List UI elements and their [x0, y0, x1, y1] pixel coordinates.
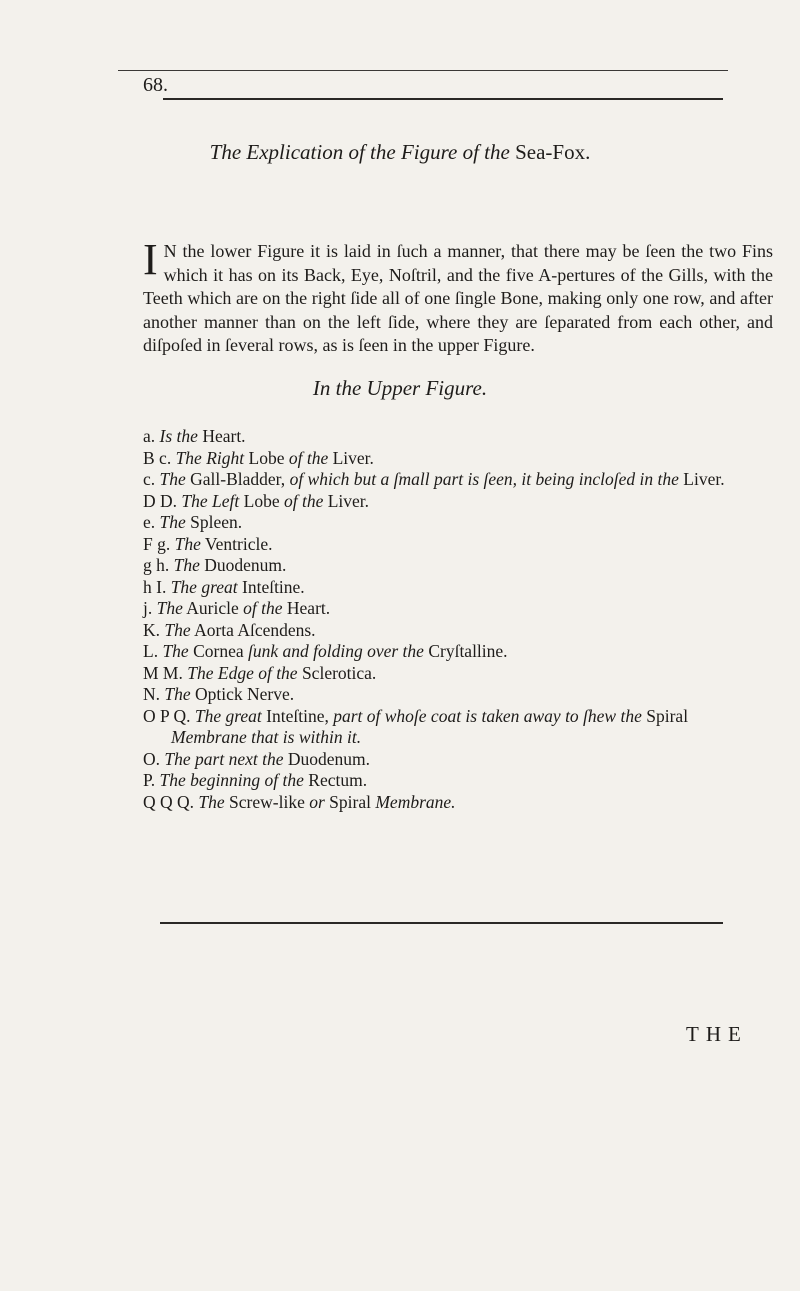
drop-cap: I: [143, 235, 158, 284]
legend-italic-text: The: [162, 641, 189, 661]
figure-legend-list: [143, 426, 783, 813]
legend-item: [143, 426, 783, 448]
legend-item: [143, 749, 783, 771]
legend-item: [143, 663, 783, 685]
legend-roman-text: Aorta Aſcendens.: [194, 619, 316, 640]
legend-italic-text: The Right: [175, 447, 245, 468]
legend-roman-text: Liver.: [327, 490, 370, 511]
legend-roman-text: Heart.: [286, 598, 331, 618]
legend-roman-text: Screw-like: [229, 791, 305, 812]
legend-roman-text: Cryſtalline.: [428, 641, 508, 661]
legend-key: O P Q.: [143, 705, 191, 726]
legend-italic-text: The: [164, 684, 191, 704]
legend-italic-text: Is the: [159, 426, 198, 446]
legend-italic-text: of the: [243, 598, 283, 618]
legend-italic-text: The beginning of the: [159, 770, 304, 790]
legend-key: F g.: [143, 533, 171, 554]
legend-roman-text: Rectum.: [308, 770, 368, 790]
legend-italic-text: The: [159, 512, 186, 532]
legend-italic-text: The: [173, 555, 200, 575]
legend-item: [143, 641, 783, 663]
legend-italic-text: The Left: [181, 490, 240, 511]
legend-italic-text: or: [309, 791, 325, 812]
legend-italic-text: The Edge of the: [187, 662, 298, 683]
legend-item: [143, 469, 783, 491]
legend-item: [143, 534, 783, 556]
legend-italic-text: of the: [283, 490, 324, 511]
catchword: THE: [686, 1022, 748, 1046]
legend-roman-text: Inteſtine,: [266, 705, 329, 726]
section-subheading: In the Upper Figure.: [312, 376, 488, 400]
legend-italic-text: The: [156, 598, 183, 618]
legend-item: [143, 555, 783, 577]
legend-roman-text: Duodenum.: [204, 555, 287, 575]
legend-italic-text: Membrane that is within it.: [171, 727, 362, 747]
legend-key: h I.: [143, 576, 167, 597]
legend-roman-text: Lobe: [243, 490, 280, 511]
legend-key: Q Q Q.: [143, 791, 195, 812]
legend-roman-text: Lobe: [248, 447, 285, 468]
legend-roman-text: Heart.: [202, 426, 246, 446]
legend-roman-text: Spiral: [329, 791, 371, 812]
legend-item: [143, 620, 783, 642]
legend-italic-text: of the: [288, 447, 329, 468]
legend-italic-text: The: [174, 533, 201, 554]
legend-roman-text: Cornea: [193, 641, 244, 661]
page-number: 68.: [143, 74, 168, 96]
legend-item: [143, 706, 783, 728]
legend-roman-text: Spiral: [646, 705, 689, 726]
legend-key: a.: [143, 426, 156, 446]
legend-italic-text: The: [164, 619, 191, 640]
legend-roman-text: Liver.: [332, 447, 374, 468]
legend-item: [143, 448, 783, 470]
legend-item: [143, 770, 783, 792]
legend-italic-text: ſunk and folding over the: [248, 641, 424, 661]
legend-roman-text: Duodenum.: [287, 748, 370, 769]
legend-item: [143, 792, 783, 814]
top-thin-rule: [118, 70, 728, 71]
legend-key: D D.: [143, 490, 178, 511]
footer-rule: [160, 922, 723, 924]
intro-paragraph: [143, 235, 773, 358]
legend-key: M M.: [143, 662, 183, 683]
legend-roman-text: Liver.: [683, 469, 725, 489]
legend-roman-text: Spleen.: [190, 512, 243, 532]
legend-key: N.: [143, 684, 161, 704]
legend-roman-text: Gall-Bladder,: [190, 469, 286, 489]
legend-key: P.: [143, 770, 156, 790]
legend-item: [143, 598, 783, 620]
legend-italic-text: The great: [170, 576, 238, 597]
legend-item: [143, 684, 783, 706]
legend-italic-text: part of whoſe coat is taken away to ſhew the: [333, 705, 642, 726]
header-rule: [163, 98, 723, 100]
legend-italic-text: The great: [194, 705, 262, 726]
legend-roman-text: Auricle: [186, 598, 239, 618]
legend-key: c.: [143, 469, 156, 489]
legend-roman-text: Sclerotica.: [301, 662, 377, 683]
page-title: [0, 140, 800, 165]
legend-italic-text: The part next the: [164, 748, 284, 769]
title-italic-part: The Explication of the Figure of the: [209, 140, 510, 164]
legend-key: O.: [143, 748, 161, 769]
legend-key: j.: [143, 598, 153, 618]
legend-roman-text: Ventricle.: [204, 533, 273, 554]
legend-key: e.: [143, 512, 156, 532]
legend-key: K.: [143, 619, 161, 640]
legend-roman-text: Optick Nerve.: [195, 684, 295, 704]
legend-item: [143, 577, 783, 599]
legend-key: B c.: [143, 447, 172, 468]
legend-italic-text: of which but a ſmall part is ſeen, it being incloſed in the: [289, 469, 679, 489]
legend-item: [143, 727, 783, 749]
intro-text: N the lower Figure it is laid in ſuch a manner, that there may be ſeen the two Fins which it has on its Back, Eye, Noſtril, and the five A-pertures of the Gills, with the Teeth which are on the right ſide all of one ſingle Bone, making only one row, and after another manner than on the left ſide, where they are ſeparated from each other, and diſpoſed in ſeveral rows, as is ſeen in the upper Figure.: [143, 241, 773, 355]
title-roman-part: Sea-Fox.: [515, 140, 591, 164]
legend-italic-text: The: [159, 469, 186, 489]
legend-italic-text: The: [198, 791, 225, 812]
legend-italic-text: Membrane.: [375, 791, 456, 812]
legend-key: g h.: [143, 555, 170, 575]
legend-item: [143, 512, 783, 534]
legend-item: [143, 491, 783, 513]
legend-roman-text: Inteſtine.: [242, 576, 305, 597]
legend-key: L.: [143, 641, 159, 661]
